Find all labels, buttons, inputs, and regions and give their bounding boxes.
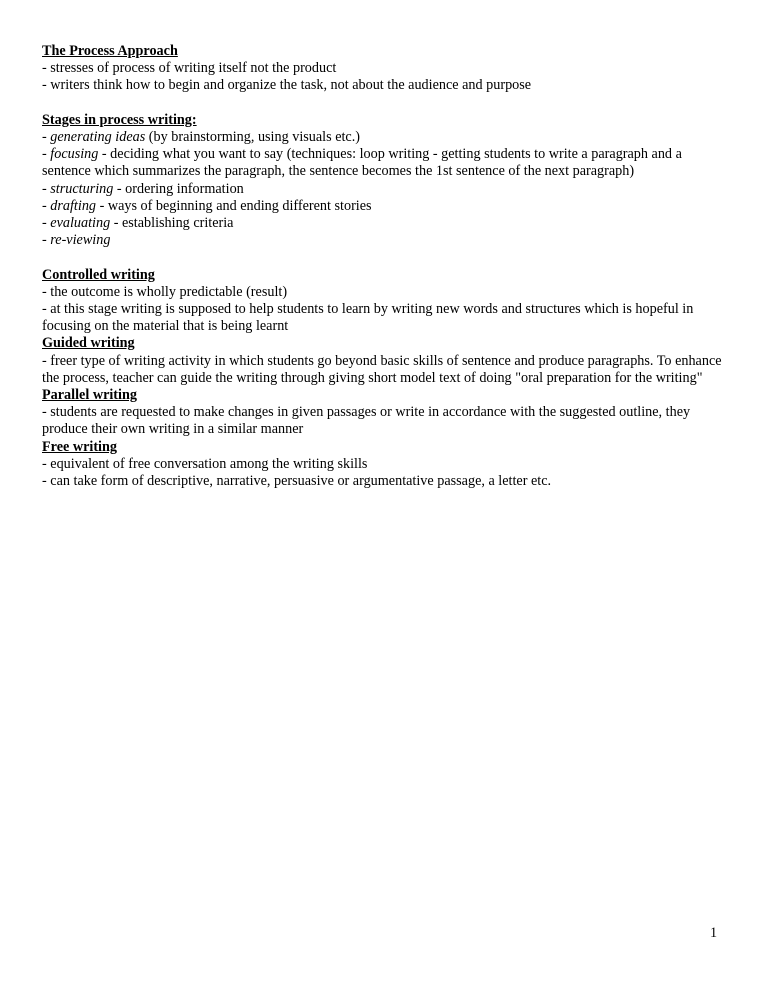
stage-description: - establishing criteria <box>110 215 234 232</box>
stage-prefix: - <box>42 232 51 249</box>
stage-item <box>42 232 722 249</box>
spacer <box>42 249 722 266</box>
stages-heading: Stages in process writing: <box>42 111 197 128</box>
stage-description: - ways of beginning and ending different stories <box>96 197 372 214</box>
parallel-writing-bullet: - students are requested to make changes in given passages or write in accordance with the suggested outline, they produce their own writing in a similar manner <box>42 404 691 438</box>
stage-description: - ordering information <box>113 180 244 197</box>
stage-item <box>42 181 722 198</box>
stage-prefix: - <box>42 215 51 232</box>
guided-writing-bullet: - freer type of writing activity in which students go beyond basic skills of sentence and produce paragraphs. To enhance the process, teacher can guide the writing through giving short model text of doing "oral preparation for the writing" <box>42 352 722 386</box>
stage-prefix: - <box>42 197 51 214</box>
guided-writing-heading: Guided writing <box>42 335 135 352</box>
stage-term: drafting <box>50 197 97 214</box>
process-approach-bullet: - writers think how to begin and organize the task, not about the audience and purpose <box>42 77 532 94</box>
controlled-writing-heading: Controlled writing <box>42 266 155 283</box>
controlled-writing-bullet: - at this stage writing is supposed to help students to learn by writing new words and structures which is hopeful in focusing on the material that is being learnt <box>42 301 694 335</box>
stage-item <box>42 129 722 146</box>
stage-description: - deciding what you want to say (techniques: loop writing - getting students to write a paragraph and a sentence which summarizes the paragraph, the sentence becomes the 1st sentence of the next paragraph) <box>42 146 682 180</box>
spacer <box>42 95 722 112</box>
stage-term: evaluating <box>50 215 111 232</box>
controlled-writing-bullet: - the outcome is wholly predictable (result) <box>42 283 288 300</box>
free-writing-bullet: - equivalent of free conversation among the writing skills <box>42 455 368 472</box>
process-approach-bullet: - stresses of process of writing itself not the product <box>42 60 337 77</box>
stage-term: re-viewing <box>50 232 111 249</box>
stage-term: generating ideas <box>50 129 146 145</box>
stage-item <box>42 215 722 232</box>
stage-prefix: - <box>42 146 51 163</box>
stage-description: (by brainstorming, using visuals etc.) <box>145 129 361 145</box>
process-approach-heading: The Process Approach <box>42 43 178 59</box>
page-number: 1 <box>710 925 718 941</box>
document-page <box>42 43 722 490</box>
parallel-writing-heading: Parallel writing <box>42 387 137 404</box>
stage-term: structuring <box>50 180 114 197</box>
stage-prefix: - <box>42 129 51 145</box>
stage-item <box>42 146 722 180</box>
free-writing-bullet: - can take form of descriptive, narrative, persuasive or argumentative passage, a letter etc. <box>42 473 552 490</box>
stage-prefix: - <box>42 180 51 197</box>
free-writing-heading: Free writing <box>42 438 117 455</box>
stage-term: focusing <box>50 146 99 163</box>
stage-item <box>42 198 722 215</box>
